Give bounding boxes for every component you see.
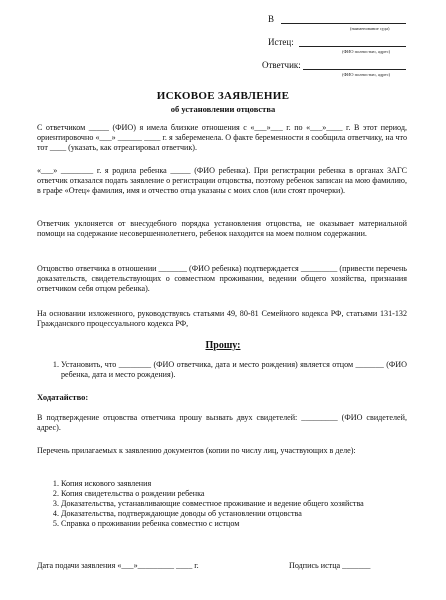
- paragraph-birth: «___» ________ г. я родила ребенка _____ (ФИО ребенка). При регистрации ребенка в органах ЗАГС ответчик отказался подать заявление о регистрации отцовства, поэтому ребенок записан на мою фамилию, в графе «Отец» фамилия, имя и отчество отца указаны с моих слов (или стоят прочерки).: [37, 166, 407, 195]
- plaintiff-line: [299, 46, 406, 47]
- paragraph-evasion: Ответчик уклоняется от внесудебного порядка установления отцовства, не оказывает материальной помощи на содержание несовершеннолетнего, ребенок находится на моем полном содержании.: [37, 219, 407, 238]
- attachment-item: 2. Копия свидетельства о рождении ребенка: [61, 489, 407, 499]
- paragraph-evidence: Отцовство ответчика в отношении _______ (ФИО ребенка) подтверждается _________ (привести перечень доказательств, свидетельствующих о совместном проживании, ведении общего хозяйства, признания ответчиком себя отцом ребенка).: [37, 264, 407, 293]
- request-list: [37, 360, 407, 380]
- petition-heading: Ходатайство:: [37, 392, 89, 402]
- defendant-label: Ответчик:: [262, 60, 301, 70]
- attachments-intro: Перечень прилагаемых к заявлению документов (копии по числу лиц, участвующих в деле):: [37, 446, 356, 455]
- plaintiff-hint: (ФИО полностью, адрес): [342, 49, 391, 54]
- paragraph-legal-basis: На основании изложенного, руководствуясь статьями 49, 80-81 Семейного кодекса РФ, статьями 131-132 Гражданского процессуального кодекса РФ,: [37, 309, 407, 328]
- defendant-hint: (ФИО полностью, адрес): [342, 72, 391, 77]
- document-subtitle: об установлении отцовства: [170, 104, 276, 114]
- attachment-item: 5. Справка о проживании ребенка совместно с истцом: [61, 519, 407, 529]
- plaintiff-label: Истец:: [268, 37, 294, 47]
- attachment-item: 3. Доказательства, устанавливающие совместное проживание и ведение общего хозяйства: [61, 499, 407, 509]
- document-title: ИСКОВОЕ ЗАЯВЛЕНИЕ: [156, 90, 290, 102]
- attachments-list: [37, 479, 407, 529]
- plaintiff-signature: Подпись истца _______: [289, 561, 371, 570]
- court-label: В: [268, 14, 275, 24]
- defendant-line: [303, 69, 406, 70]
- request-heading: Прошу:: [205, 340, 241, 351]
- petition-text: В подтверждение отцовства ответчика прошу вызвать двух свидетелей: _________ (ФИО свидетелей, адрес).: [37, 413, 407, 432]
- attachment-item: 1. Копия искового заявления: [61, 479, 407, 489]
- attachment-item: 4. Доказательства, подтверждающие доводы об установлении отцовства: [61, 509, 407, 519]
- filing-date: Дата подачи заявления «___»_________ ____ г.: [37, 561, 199, 570]
- request-item: 1. Установить, что ________ (ФИО ответчика, дата и место рождения) является отцом _______ (ФИО ребенка, дата и место рождения).: [61, 360, 407, 380]
- paragraph-relations: С ответчиком _____ (ФИО) я имела близкие отношения с «___»___ г. по «___»____ г. В этот период, ориентировочно «___» ______ ____ г. я забеременела. О факте беременности я сообщила ответчику, на что тот ____ (указать, как отреагировал ответчик).: [37, 123, 407, 152]
- court-line: [281, 23, 406, 24]
- court-hint: (наименование суда): [350, 26, 390, 31]
